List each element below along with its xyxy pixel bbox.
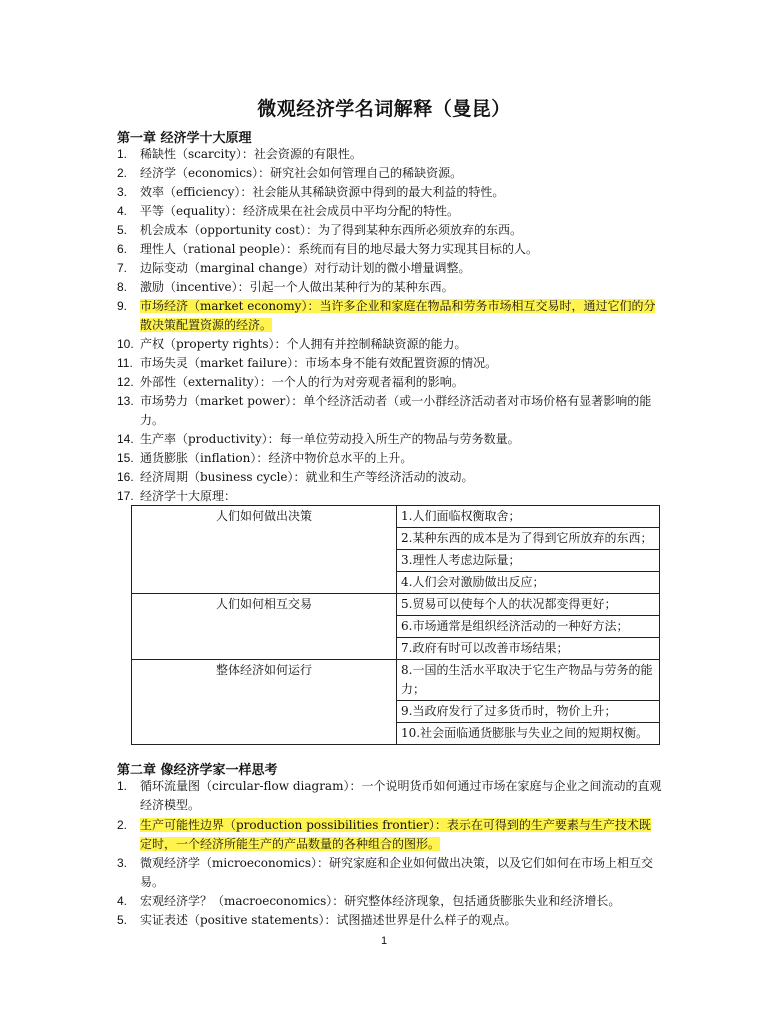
list-item: 3. 效率（efficiency）：社会能从其稀缺资源中得到的最大利益的特性。 xyxy=(117,185,505,199)
table-cell: 7.政府有时可以改善市场结果； xyxy=(397,638,660,660)
highlight-mark: 市场经济（market economy）：当许多企业和家庭在物品和劳务市场相互交易时，通过它们的分散决策配置资源的经济。 xyxy=(140,299,656,332)
list-item: 12. 外部性（externality）：一个人的行为对旁观者福利的影响。 xyxy=(117,375,464,389)
list-item: 5. 实证表述（positive statements）：试图描述世界是什么样子的观点。 xyxy=(117,913,517,927)
list-item: 1. 稀缺性（scarcity）：社会资源的有限性。 xyxy=(117,147,362,161)
table-row xyxy=(132,594,660,616)
list-item: 10. 产权（property rights）：个人拥有并控制稀缺资源的能力。 xyxy=(117,337,467,351)
page-title: 微观经济学名词解释（曼昆） xyxy=(257,98,511,120)
table-cell: 6.市场通常是组织经济活动的一种好方法； xyxy=(397,616,660,638)
list-item: 16. 经济周期（business cycle）：就业和生产等经济活动的波动。 xyxy=(117,470,474,484)
list-item: 4. 平等（equality）：经济成果在社会成员中平均分配的特性。 xyxy=(117,204,459,218)
chapter-1-heading: 第一章 经济学十大原理 xyxy=(117,131,252,146)
table-cell: 8.一国的生活水平取决于它生产物品与劳务的能力； xyxy=(397,660,660,701)
list-item: 13. 市场势力（market power）：单个经济活动者（或一小群经济活动者对市场价格有显著影响的能力。 xyxy=(117,394,652,427)
table-cell: 5.贸易可以使每个人的状况都变得更好； xyxy=(397,594,660,616)
table-category-cell: 整体经济如何运行 xyxy=(132,660,397,745)
page-number: 1 xyxy=(380,935,388,947)
list-item: 7. 边际变动（marginal change）对行动计划的微小增量调整。 xyxy=(117,261,471,275)
table-category-cell: 人们如何相互交易 xyxy=(132,594,397,660)
table-cell: 3.理性人考虑边际量； xyxy=(397,550,660,572)
table-row xyxy=(132,660,660,701)
table-cell: 1.人们面临权衡取舍； xyxy=(397,506,660,528)
chapter-2-heading: 第二章 像经济学家一样思考 xyxy=(117,763,278,778)
list-item: 4. 宏观经济学？（macroeconomics）：研究整体经济现象，包括通货膨胀失业和经济增长。 xyxy=(117,894,621,908)
principles-table xyxy=(131,505,660,745)
list-item: 3. 微观经济学（microeconomics）：研究家庭和企业如何做出决策，以及它们如何在市场上相互交易。 xyxy=(117,856,653,889)
list-item: 17. 经济学十大原理： xyxy=(117,489,237,503)
table-category-cell: 人们如何做出决策 xyxy=(132,506,397,594)
table-row xyxy=(132,506,660,528)
list-item: 1. 循环流量图（circular-flow diagram）：一个说明货币如何通过市场在家庭与企业之间流动的直观经济模型。 xyxy=(117,779,662,812)
table-cell: 4.人们会对激励做出反应； xyxy=(397,572,660,594)
table-cell: 9.当政府发行了过多货币时，物价上升； xyxy=(397,701,660,723)
list-item: 6. 理性人（rational people）：系统而有目的地尽最大努力实现其目标的人。 xyxy=(117,242,538,256)
list-item: 11. 市场失灵（market failure）：市场本身不能有效配置资源的情况。 xyxy=(117,356,498,370)
list-item: 8. 激励（incentive）：引起一个人做出某种行为的某种东西。 xyxy=(117,280,454,294)
list-item: 14. 生产率（productivity）：每一单位劳动投入所生产的物品与劳务数量。 xyxy=(117,432,520,446)
list-item-highlighted: 9. 市场经济（market economy）：当许多企业和家庭在物品和劳务市场相互交易时，通过它们的分散决策配置资源的经济。 xyxy=(117,299,656,332)
list-item: 5. 机会成本（opportunity cost）：为了得到某种东西所必须放弃的东西。 xyxy=(117,223,523,237)
list-item: 2. 经济学（economics）：研究社会如何管理自己的稀缺资源。 xyxy=(117,166,463,180)
table-cell: 10.社会面临通货膨胀与失业之间的短期权衡。 xyxy=(397,723,660,745)
highlight-mark: 生产可能性边界（production possibilities frontier）：表示在可得到的生产要素与生产技术既定时，一个经济所能生产的产品数量的各种组合的图形。 xyxy=(140,818,651,851)
table-cell: 2.某种东西的成本是为了得到它所放弃的东西； xyxy=(397,528,660,550)
list-item-highlighted: 2. 生产可能性边界（production possibilities frontier）：表示在可得到的生产要素与生产技术既定时，一个经济所能生产的产品数量的各种组合的图形。 xyxy=(117,818,651,851)
list-item: 15. 通货膨胀（inflation）：经济中物价总水平的上升。 xyxy=(117,451,413,465)
